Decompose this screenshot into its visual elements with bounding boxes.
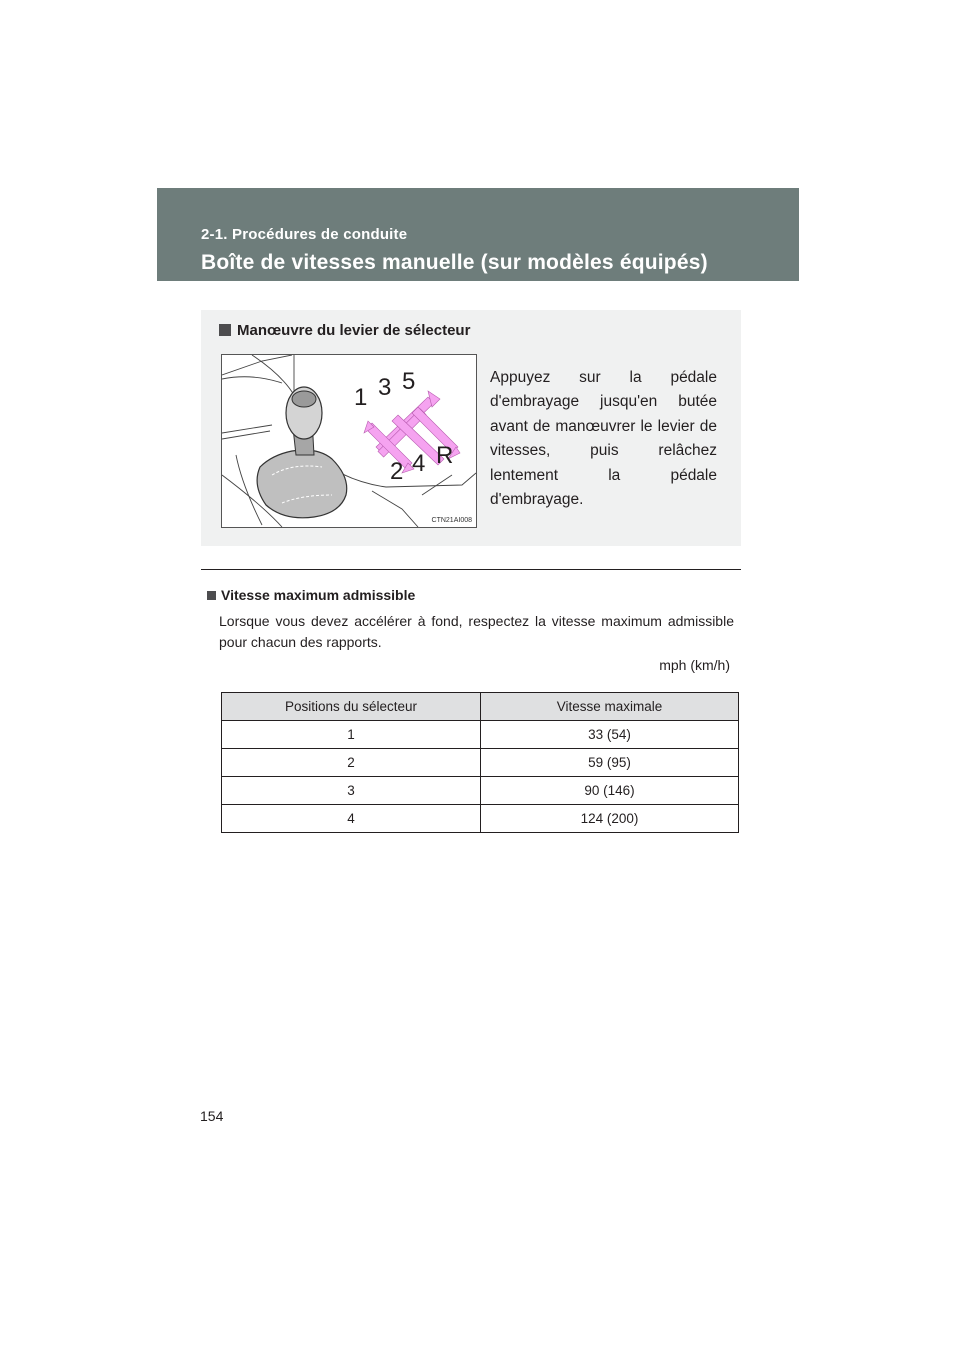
table-row bbox=[222, 749, 739, 777]
gear-position-cell: 4 bbox=[222, 805, 481, 833]
table-row bbox=[222, 777, 739, 805]
speed-unit: mph (km/h) bbox=[659, 657, 730, 673]
page-title: Boîte de vitesses manuelle (sur modèles équipés) bbox=[201, 251, 708, 274]
image-code: CTN21AI008 bbox=[431, 517, 472, 524]
header-max-speed: Vitesse maximale bbox=[481, 693, 739, 721]
speed-paragraph: Lorsque vous devez accélérer à fond, respectez la vitesse maximum admissible pour chacun des rapports. bbox=[219, 613, 734, 650]
gear-lever-drawing bbox=[222, 355, 476, 527]
gear-label-1: 1 bbox=[354, 384, 368, 411]
gear-shift-instructions: Appuyez sur la pédale d'embrayage jusqu'en butée avant de manœuvrer le levier de vitesses, puis relâchez lentement la pédale d'embrayage. bbox=[490, 369, 717, 509]
header-positions: Positions du sélecteur bbox=[222, 693, 481, 721]
table-header-row bbox=[222, 693, 739, 721]
divider bbox=[201, 569, 741, 570]
gear-shift-box bbox=[201, 310, 741, 546]
gear-shift-heading-text: Manœuvre du levier de sélecteur bbox=[237, 322, 471, 339]
speed-heading-text: Vitesse maximum admissible bbox=[221, 587, 416, 603]
section-label: 2-1. Procédures de conduite bbox=[201, 226, 408, 243]
gear-label-4: 4 bbox=[412, 450, 426, 477]
gear-label-3: 3 bbox=[378, 374, 392, 401]
gear-position-cell: 3 bbox=[222, 777, 481, 805]
square-bullet-icon bbox=[207, 591, 216, 600]
max-speed-table bbox=[221, 692, 739, 833]
gear-label-5: 5 bbox=[402, 368, 416, 395]
gear-position-cell: 1 bbox=[222, 721, 481, 749]
gear-shift-illustration bbox=[221, 354, 477, 528]
max-speed-cell: 90 (146) bbox=[481, 777, 739, 805]
gear-position-cell: 2 bbox=[222, 749, 481, 777]
max-speed-cell: 124 (200) bbox=[481, 805, 739, 833]
chapter-header bbox=[157, 188, 799, 281]
max-speed-cell: 59 (95) bbox=[481, 749, 739, 777]
gear-shift-heading bbox=[219, 322, 470, 339]
gear-label-2: 2 bbox=[390, 458, 404, 485]
table-row bbox=[222, 805, 739, 833]
table-row bbox=[222, 721, 739, 749]
gear-label-r: R bbox=[436, 442, 454, 469]
speed-heading bbox=[207, 587, 415, 603]
page-number: 154 bbox=[200, 1108, 224, 1124]
square-bullet-icon bbox=[219, 324, 231, 336]
max-speed-cell: 33 (54) bbox=[481, 721, 739, 749]
